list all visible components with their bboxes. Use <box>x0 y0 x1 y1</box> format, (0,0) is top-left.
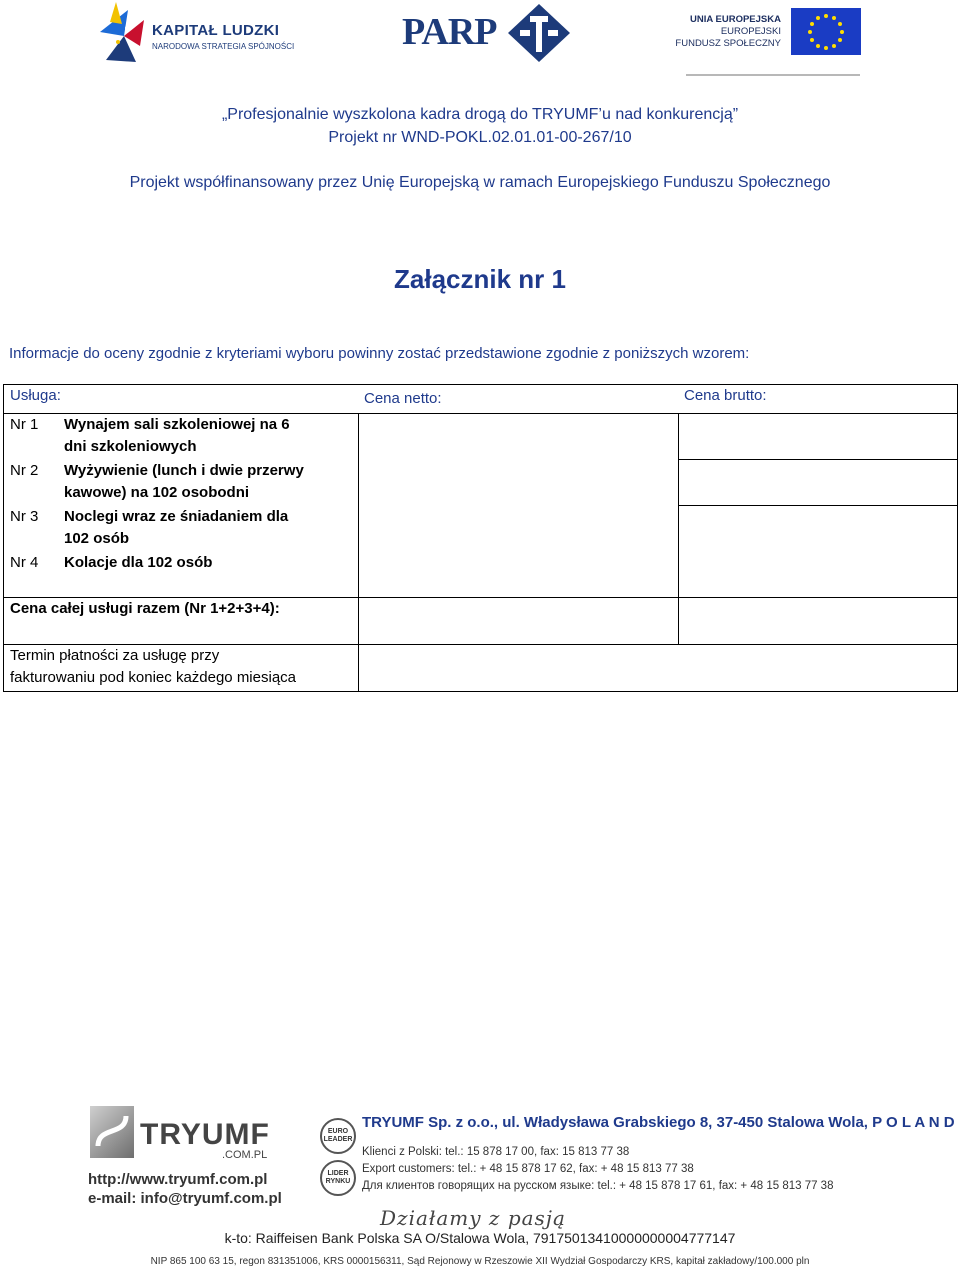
row-description-line: kawowe) na 102 osobodni <box>64 484 250 501</box>
parp-mark-icon <box>506 2 572 64</box>
tryumf-brand-suffix: .COM.PL <box>222 1149 268 1161</box>
table-rule <box>678 413 679 644</box>
euro-leader-badge-icon: EURO LEADER <box>320 1118 356 1154</box>
tryumf-brand: TRYUMF <box>140 1118 270 1151</box>
kapital-ludzki-emblem-icon <box>98 2 148 64</box>
price-table <box>3 384 958 692</box>
row-description-line: Noclegi wraz ze śniadaniem dla <box>64 508 289 525</box>
eu-logo <box>675 8 861 58</box>
page-title: Załącznik nr 1 <box>394 264 566 294</box>
tryumf-logo-icon <box>90 1106 134 1158</box>
lider-rynku-badge-icon: LIDER RYNKU <box>320 1160 356 1196</box>
header-logos <box>0 0 960 80</box>
company-motto: Działamy z pasją <box>380 1206 566 1230</box>
row-description <box>64 460 359 504</box>
row-description-line: Wyżywienie (lunch i dwie przerwy <box>64 462 304 479</box>
contact-russian: Для клиентов говорящих на русском языке: tel.: + 48 15 878 17 61, fax: + 48 15 813 77 38 <box>362 1180 834 1192</box>
table-rule <box>678 459 957 460</box>
payment-terms-line: Termin płatności za usługę przy <box>10 647 220 664</box>
row-number: Nr 3 <box>10 508 39 525</box>
intro-text: Informacje do oceny zgodnie z kryteriami wyboru powinny zostać przedstawione zgodnie z poniższych wzorem: <box>9 345 750 362</box>
kapital-ludzki-tagline: NARODOWA STRATEGIA SPÓJNOŚCI <box>152 42 295 51</box>
table-rule <box>678 505 957 506</box>
eu-logo-text <box>675 14 781 50</box>
eu-logo-line2: EUROPEJSKI <box>720 26 781 37</box>
logo-divider <box>686 74 860 76</box>
company-footer <box>0 1100 960 1276</box>
eu-logo-line3: FUNDUSZ SPOŁECZNY <box>675 38 781 49</box>
row-number: Nr 4 <box>10 554 39 571</box>
parp-logo <box>402 2 577 64</box>
header-service: Usługa: <box>10 387 61 404</box>
email-link[interactable]: e-mail: info@tryumf.com.pl <box>88 1190 282 1207</box>
footer-web-contacts <box>88 1170 282 1208</box>
header-net-price: Cena netto: <box>364 390 442 407</box>
row-number: Nr 1 <box>10 416 39 433</box>
cofinancing-statement: Projekt współfinansowany przez Unię Europejską w ramach Europejskiego Funduszu Społecznego <box>129 174 831 191</box>
row-number: Nr 2 <box>10 462 39 479</box>
row-description-line: Wynajem sali szkoleniowej na 6 <box>64 416 290 433</box>
eu-logo-line1: UNIA EUROPEJSKA <box>690 14 781 25</box>
kapital-ludzki-name: KAPITAŁ LUDZKI <box>152 22 280 39</box>
company-contacts <box>362 1144 833 1195</box>
row-description-line: 102 osób <box>64 530 130 547</box>
parp-name: PARP <box>402 11 497 53</box>
eu-flag-icon <box>791 8 861 55</box>
project-number: Projekt nr WND-POKL.02.01.01-00-267/10 <box>328 129 632 146</box>
row-description-line: dni szkoleniowych <box>64 438 197 455</box>
bank-account: k-to: Raiffeisen Bank Polska SA O/Stalowa Wola, 79175013410000000004777147 <box>224 1230 736 1246</box>
company-address: TRYUMF Sp. z o.o., ul. Władysława Grabskiego 8, 37-450 Stalowa Wola, P O L A N D <box>362 1114 955 1131</box>
payment-terms-line: fakturowaniu pod koniec każdego miesiąca <box>10 669 297 686</box>
row-description <box>64 506 359 550</box>
row-description-line: Kolacje dla 102 osób <box>64 554 213 571</box>
website-link[interactable]: http://www.tryumf.com.pl <box>88 1171 268 1188</box>
project-motto: „Profesjonalnie wyszkolona kadra drogą do TRYUMF’u nad konkurencją” <box>221 106 739 123</box>
header-gross-price: Cena brutto: <box>684 387 767 404</box>
payment-terms-label <box>10 645 296 689</box>
company-registration: NIP 865 100 63 15, regon 831351006, KRS 0000156311, Sąd Rejonowy w Rzeszowie XII Wydział Gospodarczy KRS, kapitał zakładowy/100.000 pln <box>150 1256 810 1267</box>
row-description <box>64 552 359 574</box>
contact-poland: Klienci z Polski: tel.: 15 878 17 00, fax: 15 813 77 38 <box>362 1146 630 1158</box>
contact-export: Export customers: tel.: + 48 15 878 17 62, fax: + 48 15 813 77 38 <box>362 1163 694 1175</box>
total-price-label: Cena całej usługi razem (Nr 1+2+3+4): <box>10 600 280 617</box>
kapital-ludzki-logo <box>98 2 298 64</box>
row-description <box>64 414 359 458</box>
